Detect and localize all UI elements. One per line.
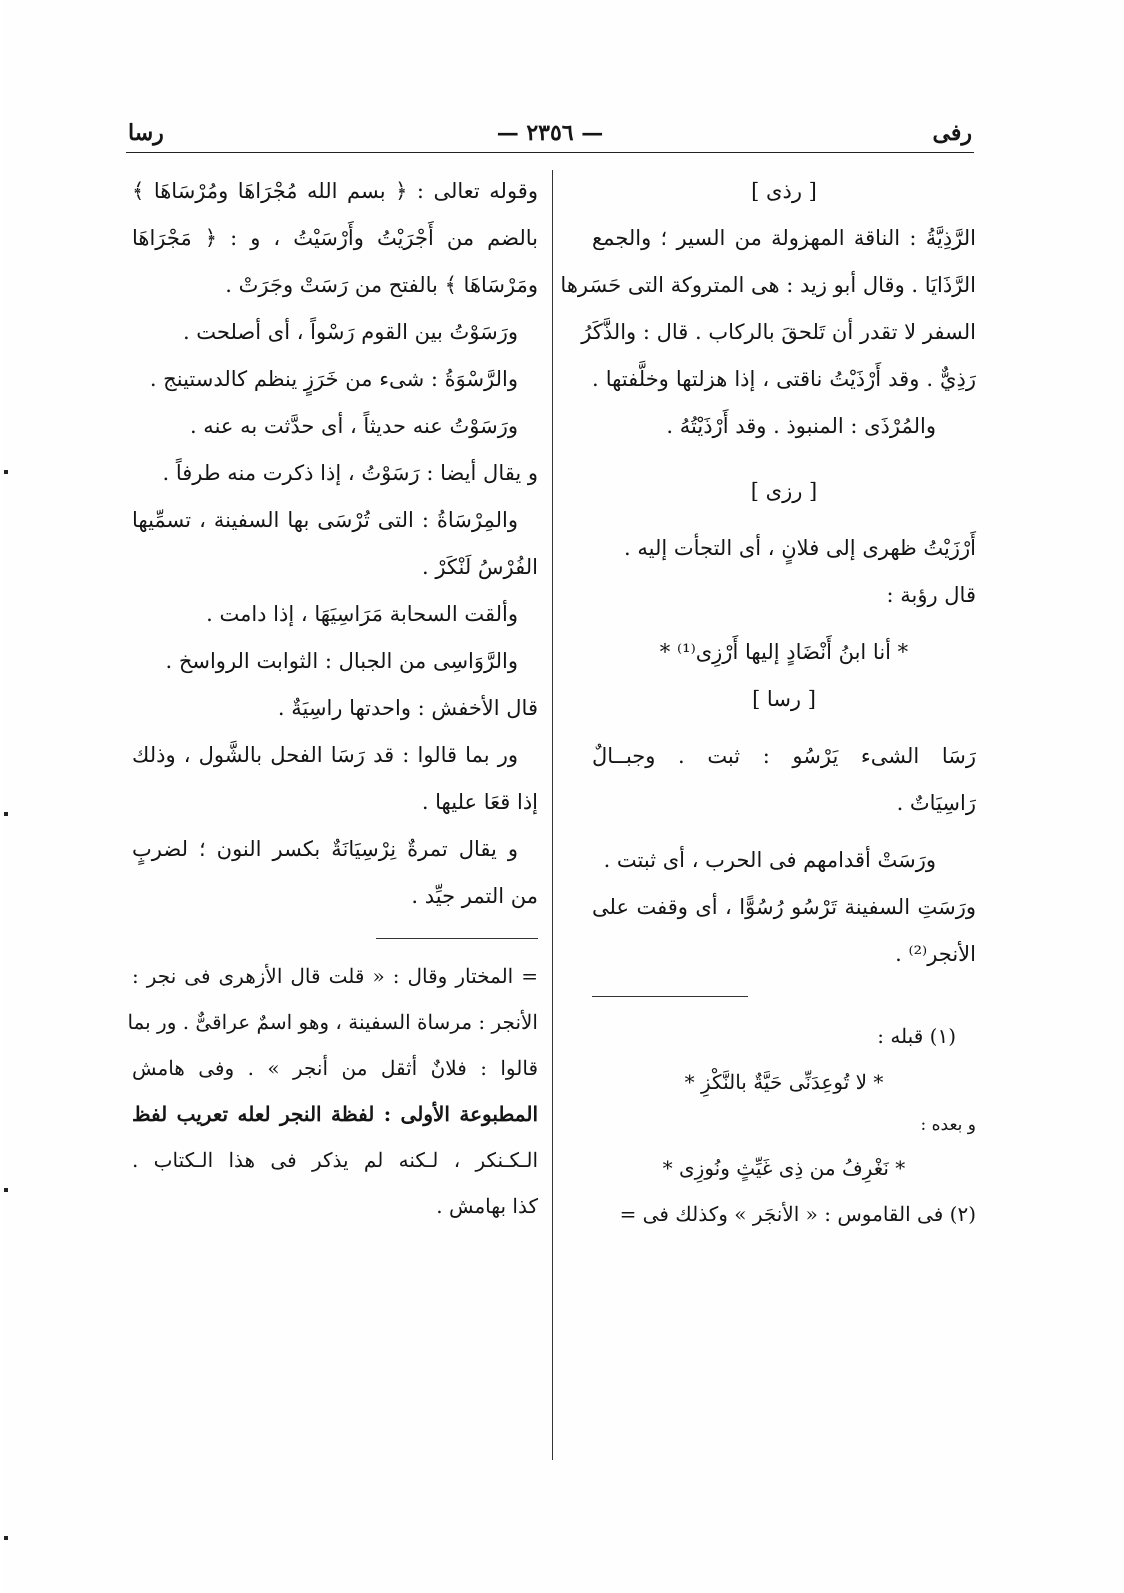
dictionary-page [4,0,1124,1593]
footnote-line: كذا بهامش . [436,1194,538,1218]
footnote-line: (٢) فى القاموس : « الأنجَر » وكذلك فى = [619,1202,976,1226]
text-line: ورَسَتِ السفينة تَرْسُو رُسُوًّا ، أى وقفت على [592,895,976,919]
text-line: والمُرْذَى : المنبوذ . وقد أَرْذَيْتُهُ . [666,414,936,438]
footnote-line: و بعده : [920,1115,976,1135]
scan-mark [4,1536,8,1540]
footnote-line: = المختار وقال : « قلت قال الأزهرى فى نجر : [132,964,538,988]
text-line: و يقال أيضا : رَسَوْتُ ، إذا ذكرت منه طرفاً . [162,461,538,485]
entry-heading-radhy: [ رذى ] [751,179,817,203]
verse-line: * أنا ابنُ أَنْضَادٍ إليها أَرْزِى⁽¹⁾ * [659,640,909,664]
left-column [127,168,538,1229]
entry-heading-rasa: [ رسا ] [752,687,816,711]
text-line: من التمر جيِّد . [411,884,538,908]
text-line: أَرْزَيْتُ ظهرى إلى فلانٍ ، أى التجأت إليه . [624,536,976,560]
footnote-rule [376,938,538,939]
text-line: رَاسِيَاتٌ . [896,791,976,815]
text-line: وألقت السحابة مَرَاسِيَهَا ، إذا دامت . [206,602,518,626]
text-line: والرَّسْوَةُ : شىء من خَرَزٍ ينظم كالدستينج . [149,367,518,391]
text-line: والمِرْسَاةُ : التى تُرْسَى بها السفينة ، تسمِّيها [132,508,518,532]
text-line: و يقال تمرةٌ نِرْسِيَانَةٌ بكسر النون ؛ لضربٍ [132,837,518,861]
text-line: رَذِيٌّ . وقد أَرْذَيْتُ ناقتى ، إذا هزلتها وخلَّفتها . [592,367,976,391]
text-line: والرَّوَاسِى من الجبال : الثوابت الرواسخ . [165,649,518,673]
text-line: ومَرْسَاهَا ﴾ بالفتح من رَسَتْ وجَرَتْ . [225,273,538,297]
scan-mark [4,1188,8,1192]
text-line: الرَّذِيَّةُ : الناقة المهزولة من السير ؛ والجمع [592,226,976,250]
footnote-line: الـكـنكر ، لـكنه لم يذكر فى هذا الـكتاب . [132,1148,538,1172]
page-header [126,118,974,150]
text-line: الفُرْسُ لَنْكَرْ . [421,555,538,579]
text-line: ورَسَتْ أقدامهم فى الحرب ، أى ثبتت . [603,848,936,872]
right-column [560,168,976,1237]
footnote-line: (١) قبله : [877,1024,956,1048]
text-line: وقوله تعالى : ﴿ بسم الله مُجْرَاهَا ومُرْسَاهَا ﴾ [132,179,538,203]
page-number: — ٢٣٥٦ — [496,120,604,146]
footnote-line: الأنجر : مرساة السفينة ، وهو اسمٌ عراقىٌّ . ور بما [127,1010,538,1034]
text-line: قال الأخفش : واحدتها راسِيَةٌ . [277,696,538,720]
column-separator [552,170,553,1460]
scan-mark [4,470,8,474]
text-line: السفر لا تقدر أن تَلحقَ بالركاب . قال : والذَّكَرُ [581,320,976,344]
text-line: قال رؤبة : [886,583,976,607]
entry-heading-razy: [ رزى ] [750,479,818,503]
footnote-line: المطبوعة الأولى : لفظة النجر لعله تعريب لفظ [132,1102,538,1126]
scan-mark [4,812,8,816]
text-line: الأنجر⁽²⁾ . [895,942,976,966]
text-line: الرَّذَايَا . وقال أبو زيد : هى المتروكة التى حَسَرها [560,273,976,297]
footnote-rule [592,996,748,997]
header-entry-left: رسا [128,120,164,146]
header-entry-right: رفى [932,120,972,146]
text-line: ورَسَوْتُ بين القوم رَسْواً ، أى أصلحت . [182,320,518,344]
text-line: ورَسَوْتُ عنه حديثاً ، أى حدَّثت به عنه . [189,414,518,438]
text-line: ور بما قالوا : قد رَسَا الفحل بالشَّول ، وذلك [132,743,518,767]
text-line: إذا قعَا عليها . [421,790,538,814]
footnote-verse: * لا تُوعِدَنِّى حَيَّةٌ بالنَّكْزِ * [684,1070,884,1094]
header-rule [126,152,974,153]
footnote-verse: * نَغْرِفُ من ذِى غَيِّثٍ ونُوزِى * [662,1156,906,1180]
text-line: رَسَا الشىء يَرْسُو : ثبت . وجبــالٌ [592,744,976,768]
footnote-line: قالوا : فلانٌ أثقل من أنجر » . وفى هامش [132,1056,538,1080]
text-line: بالضم من أَجْرَيْتُ وأَرْسَيْتُ ، و : ﴿ مَجْرَاهَا [132,226,538,250]
